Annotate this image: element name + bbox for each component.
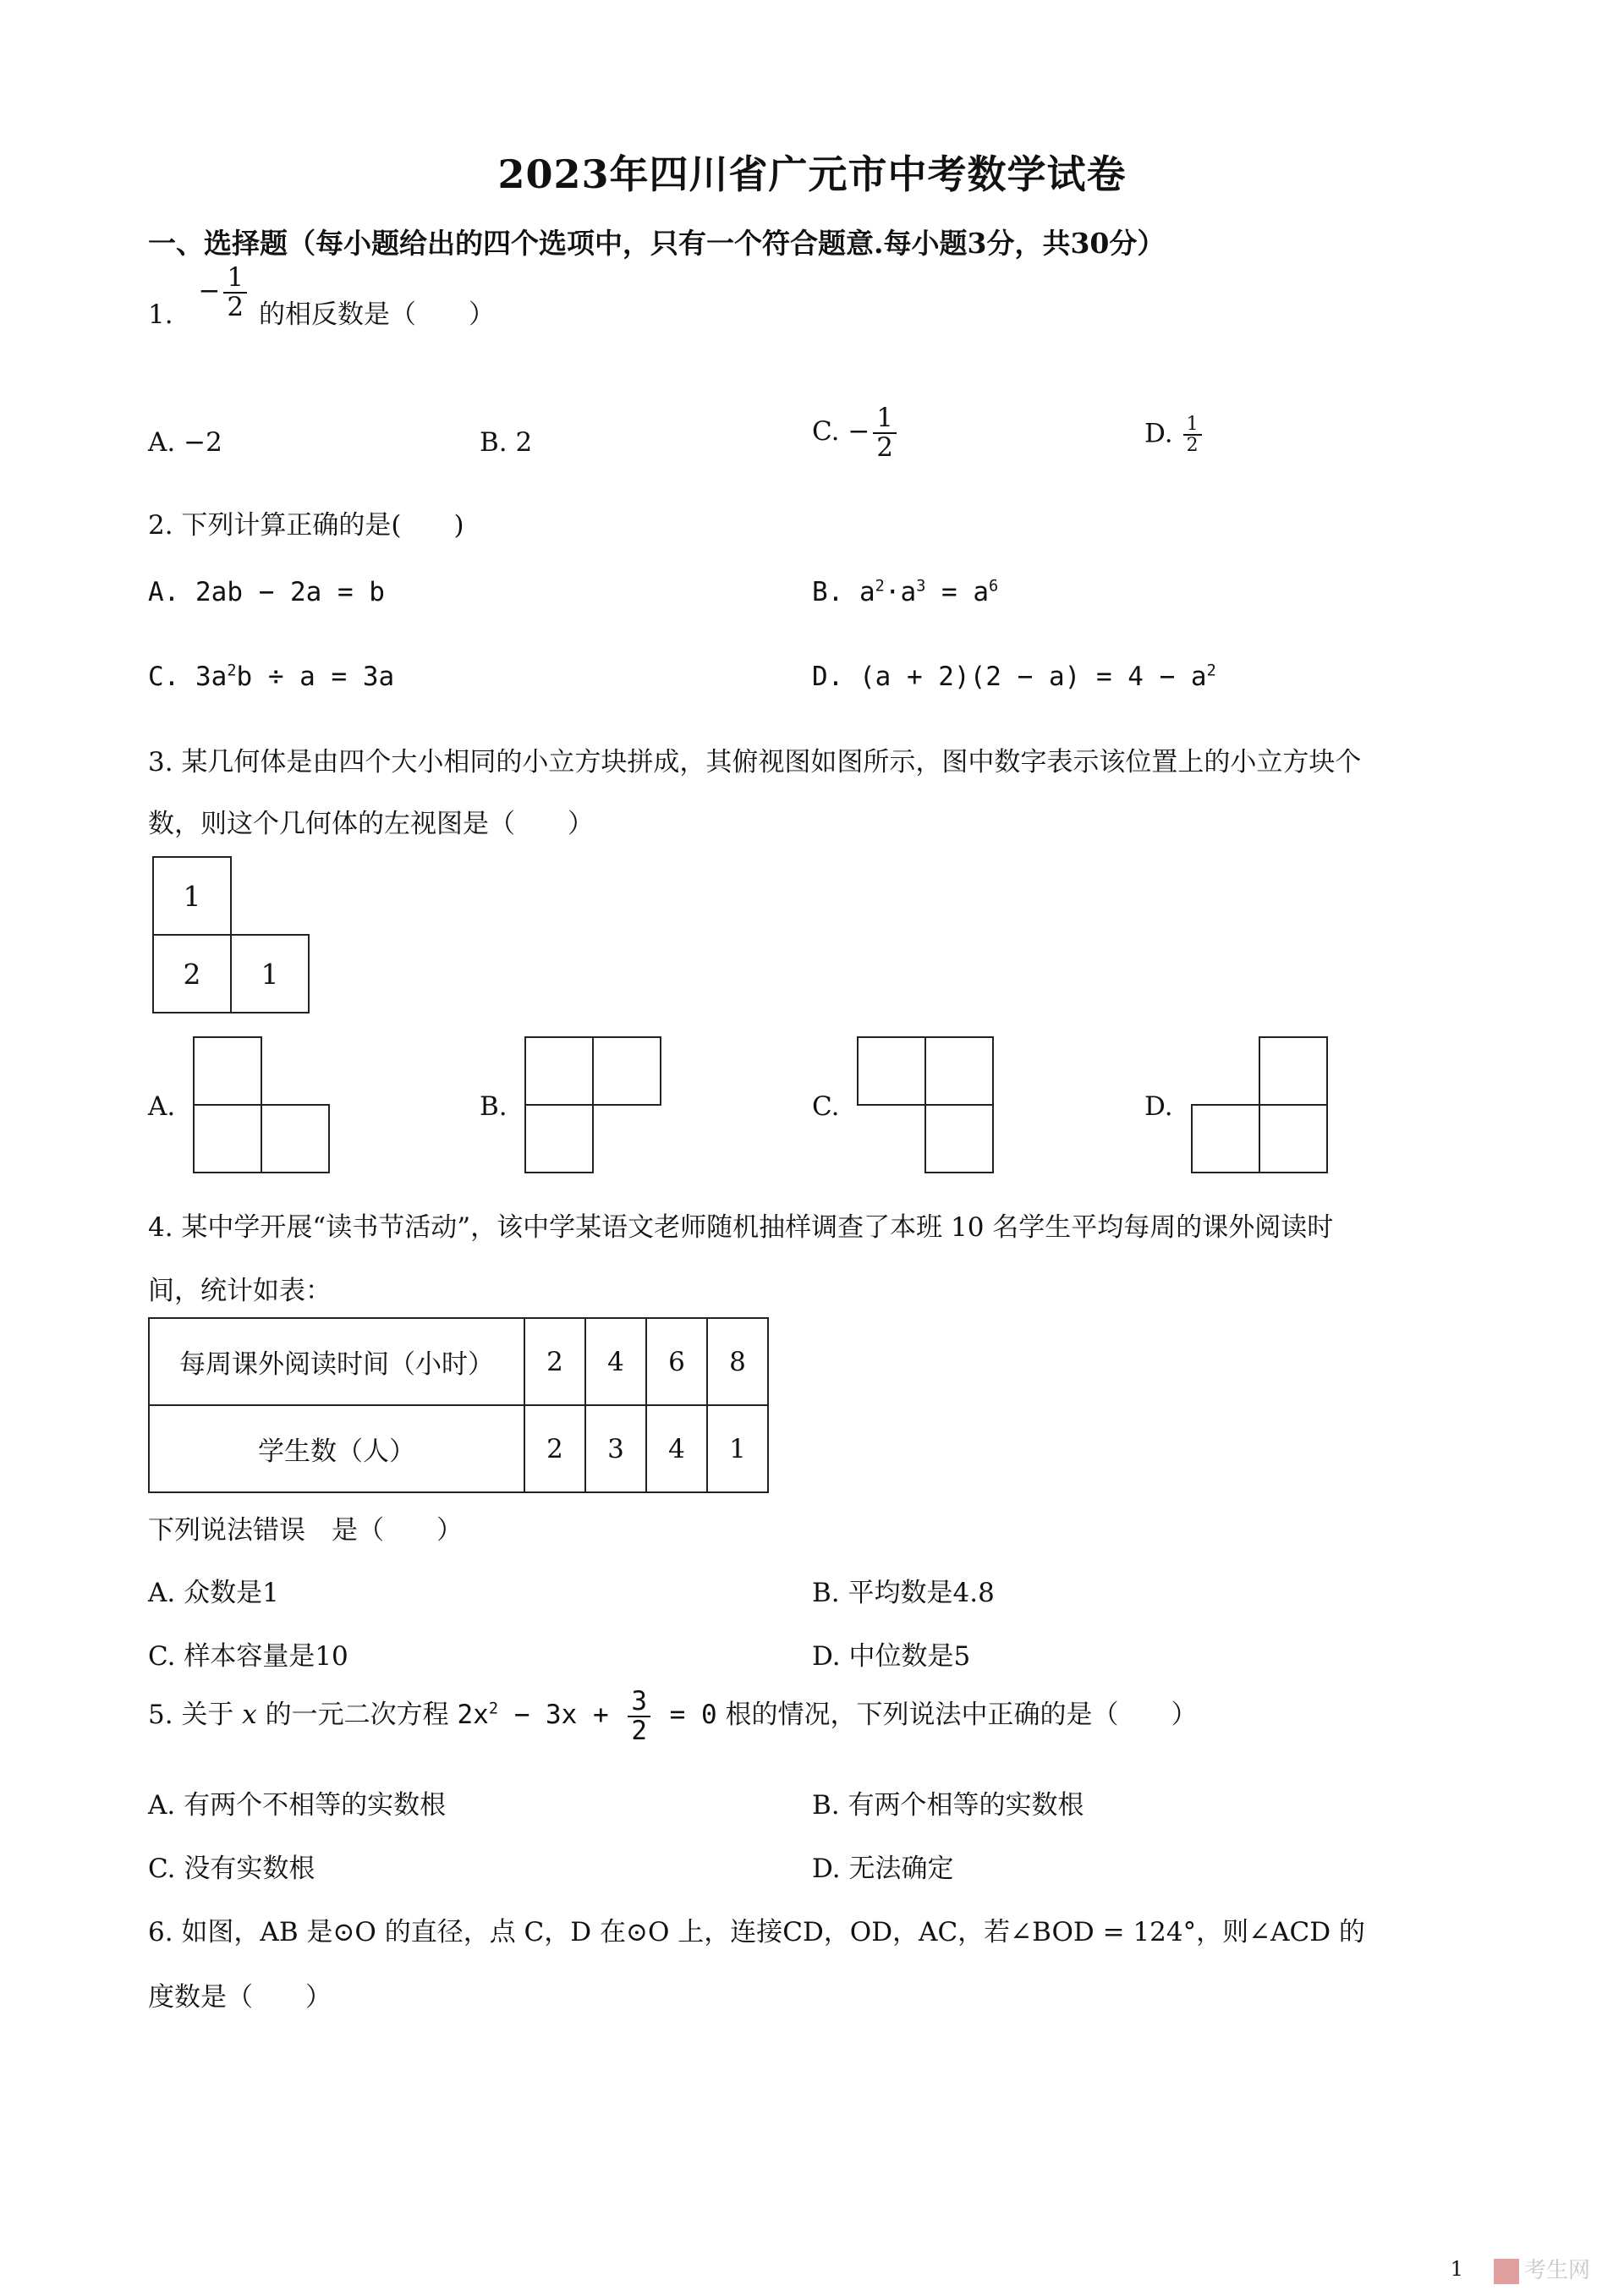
watermark <box>1494 2253 1590 2284</box>
math-part: ·a <box>884 577 917 607</box>
question-3-line-1: 3. 某几何体是由四个大小相同的小立方块拼成，其俯视图如图所示，图中数字表示该位置上的小立方块个 <box>148 747 1362 777</box>
figure-square <box>592 1036 661 1106</box>
exponent: 6 <box>989 577 999 596</box>
question-4-prompt: 下列说法错误 是（ ） <box>148 1515 463 1546</box>
fraction-denominator: 2 <box>631 1715 648 1746</box>
figure-square <box>1259 1036 1328 1106</box>
option-a: A. 有两个不相等的实数根 <box>148 1790 447 1821</box>
question-number: 1. <box>148 299 173 331</box>
math-part: − 3x + <box>498 1700 625 1731</box>
watermark-text: 考生网 <box>1523 2256 1590 2282</box>
section-heading: 一、选择题（每小题给出的四个选项中，只有一个符合题意.每小题3分，共30分） <box>148 227 1166 260</box>
option-label: C. − <box>812 416 870 448</box>
fraction-numerator: 1 <box>223 264 247 294</box>
option-b: B. 平均数是4.8 <box>812 1578 995 1608</box>
math-part: b ÷ a = 3a <box>236 662 395 692</box>
top-view-cell: 1 <box>152 856 232 936</box>
option-d: D. 无法确定 <box>812 1854 954 1884</box>
question-5 <box>148 1688 1198 1744</box>
table-cell: 6 <box>646 1318 707 1405</box>
figure-square <box>924 1036 994 1106</box>
page-number: 1 <box>1450 2257 1463 2281</box>
option-a: A. <box>148 1091 176 1122</box>
exponent: 2 <box>875 577 885 596</box>
question-4-line-2: 间，统计如表： <box>148 1276 332 1306</box>
question-text: 根的情况，下列说法中正确的是（ ） <box>725 1700 1198 1731</box>
fraction-denominator: 2 <box>1186 435 1199 457</box>
equation <box>457 1686 717 1746</box>
top-view-cell: 1 <box>230 934 310 1013</box>
exponent: 3 <box>916 577 926 596</box>
figure-square <box>924 1104 994 1173</box>
table-cell: 4 <box>585 1318 646 1405</box>
figure-square <box>1191 1104 1260 1173</box>
figure-square <box>261 1104 330 1173</box>
page-title: 2023年四川省广元市中考数学试卷 <box>497 151 1127 197</box>
watermark-logo-icon <box>1494 2259 1519 2284</box>
fraction-numerator: 1 <box>873 404 897 434</box>
top-view-cell: 2 <box>152 934 232 1013</box>
exponent: 2 <box>488 1700 499 1718</box>
question-1 <box>148 262 496 344</box>
figure-square <box>524 1104 594 1173</box>
option-d: D. <box>1144 1091 1173 1122</box>
option-b <box>812 577 998 607</box>
figure-square <box>1259 1104 1328 1173</box>
fraction-numerator: 1 <box>1183 415 1202 436</box>
table-cell: 1 <box>707 1405 768 1492</box>
table-cell: 2 <box>524 1405 585 1492</box>
option-a: A. 2ab − 2a = b <box>148 577 385 607</box>
figure-square <box>524 1036 594 1106</box>
math-part: B. a <box>812 577 875 607</box>
option-b: B. 2 <box>480 427 533 458</box>
option-d <box>812 662 1216 692</box>
question-2: 2. 下列计算正确的是( ) <box>148 510 464 541</box>
question-text: 的相反数是（ ） <box>259 299 496 331</box>
exponent: 2 <box>227 662 237 680</box>
option-c <box>812 404 900 461</box>
table-header-cell: 每周课外阅读时间（小时） <box>149 1318 524 1405</box>
table-cell: 8 <box>707 1318 768 1405</box>
option-b: B. <box>480 1091 508 1122</box>
math-part: C. 3a <box>148 662 228 692</box>
reading-time-table <box>148 1317 769 1493</box>
fraction-denominator: 2 <box>227 291 244 322</box>
option-d: D. 中位数是5 <box>812 1641 971 1672</box>
option-c: C. 没有实数根 <box>148 1854 315 1884</box>
option-d <box>1144 415 1205 455</box>
question-4-line-1: 4. 某中学开展“读书节活动”，该中学某语文老师随机抽样调查了本班 10 名学生平均每周的课外阅读时 <box>148 1212 1334 1243</box>
option-b: B. 有两个相等的实数根 <box>812 1790 1084 1821</box>
question-text: 的一元二次方程 <box>265 1700 449 1731</box>
option-a: A. −2 <box>148 427 222 458</box>
table-cell: 3 <box>585 1405 646 1492</box>
question-6-line-2: 度数是（ ） <box>148 1982 332 2013</box>
table-cell: 4 <box>646 1405 707 1492</box>
figure-square <box>193 1104 262 1173</box>
table-header-cell: 学生数（人） <box>149 1405 524 1492</box>
option-c: C. 样本容量是10 <box>148 1641 348 1672</box>
fraction <box>198 264 250 321</box>
figure-square <box>193 1036 262 1106</box>
table-row <box>149 1318 768 1405</box>
option-c: C. <box>812 1091 840 1122</box>
variable: x <box>242 1700 257 1731</box>
question-6-line-1: 6. 如图，AB 是⊙O 的直径，点 C，D 在⊙O 上，连接CD，OD，AC，若∠BOD = 124°，则∠ACD 的 <box>148 1917 1365 1947</box>
exponent: 2 <box>1206 662 1216 680</box>
option-label: D. <box>1144 418 1173 449</box>
question-text: 5. 关于 <box>148 1700 234 1731</box>
fraction-numerator: 3 <box>628 1688 650 1717</box>
option-a: A. 众数是1 <box>148 1578 279 1608</box>
fraction-sign: − <box>198 276 221 307</box>
fraction-denominator: 2 <box>876 431 894 463</box>
table-cell: 2 <box>524 1318 585 1405</box>
table-row <box>149 1405 768 1492</box>
math-part: = a <box>925 577 990 607</box>
figure-square <box>857 1036 926 1106</box>
question-3-line-2: 数，则这个几何体的左视图是（ ） <box>148 809 594 839</box>
option-c <box>148 662 394 692</box>
math-part: = 0 <box>654 1700 717 1731</box>
math-part: D. (a + 2)(2 − a) = 4 − a <box>812 662 1207 692</box>
math-part: 2x <box>457 1700 489 1731</box>
